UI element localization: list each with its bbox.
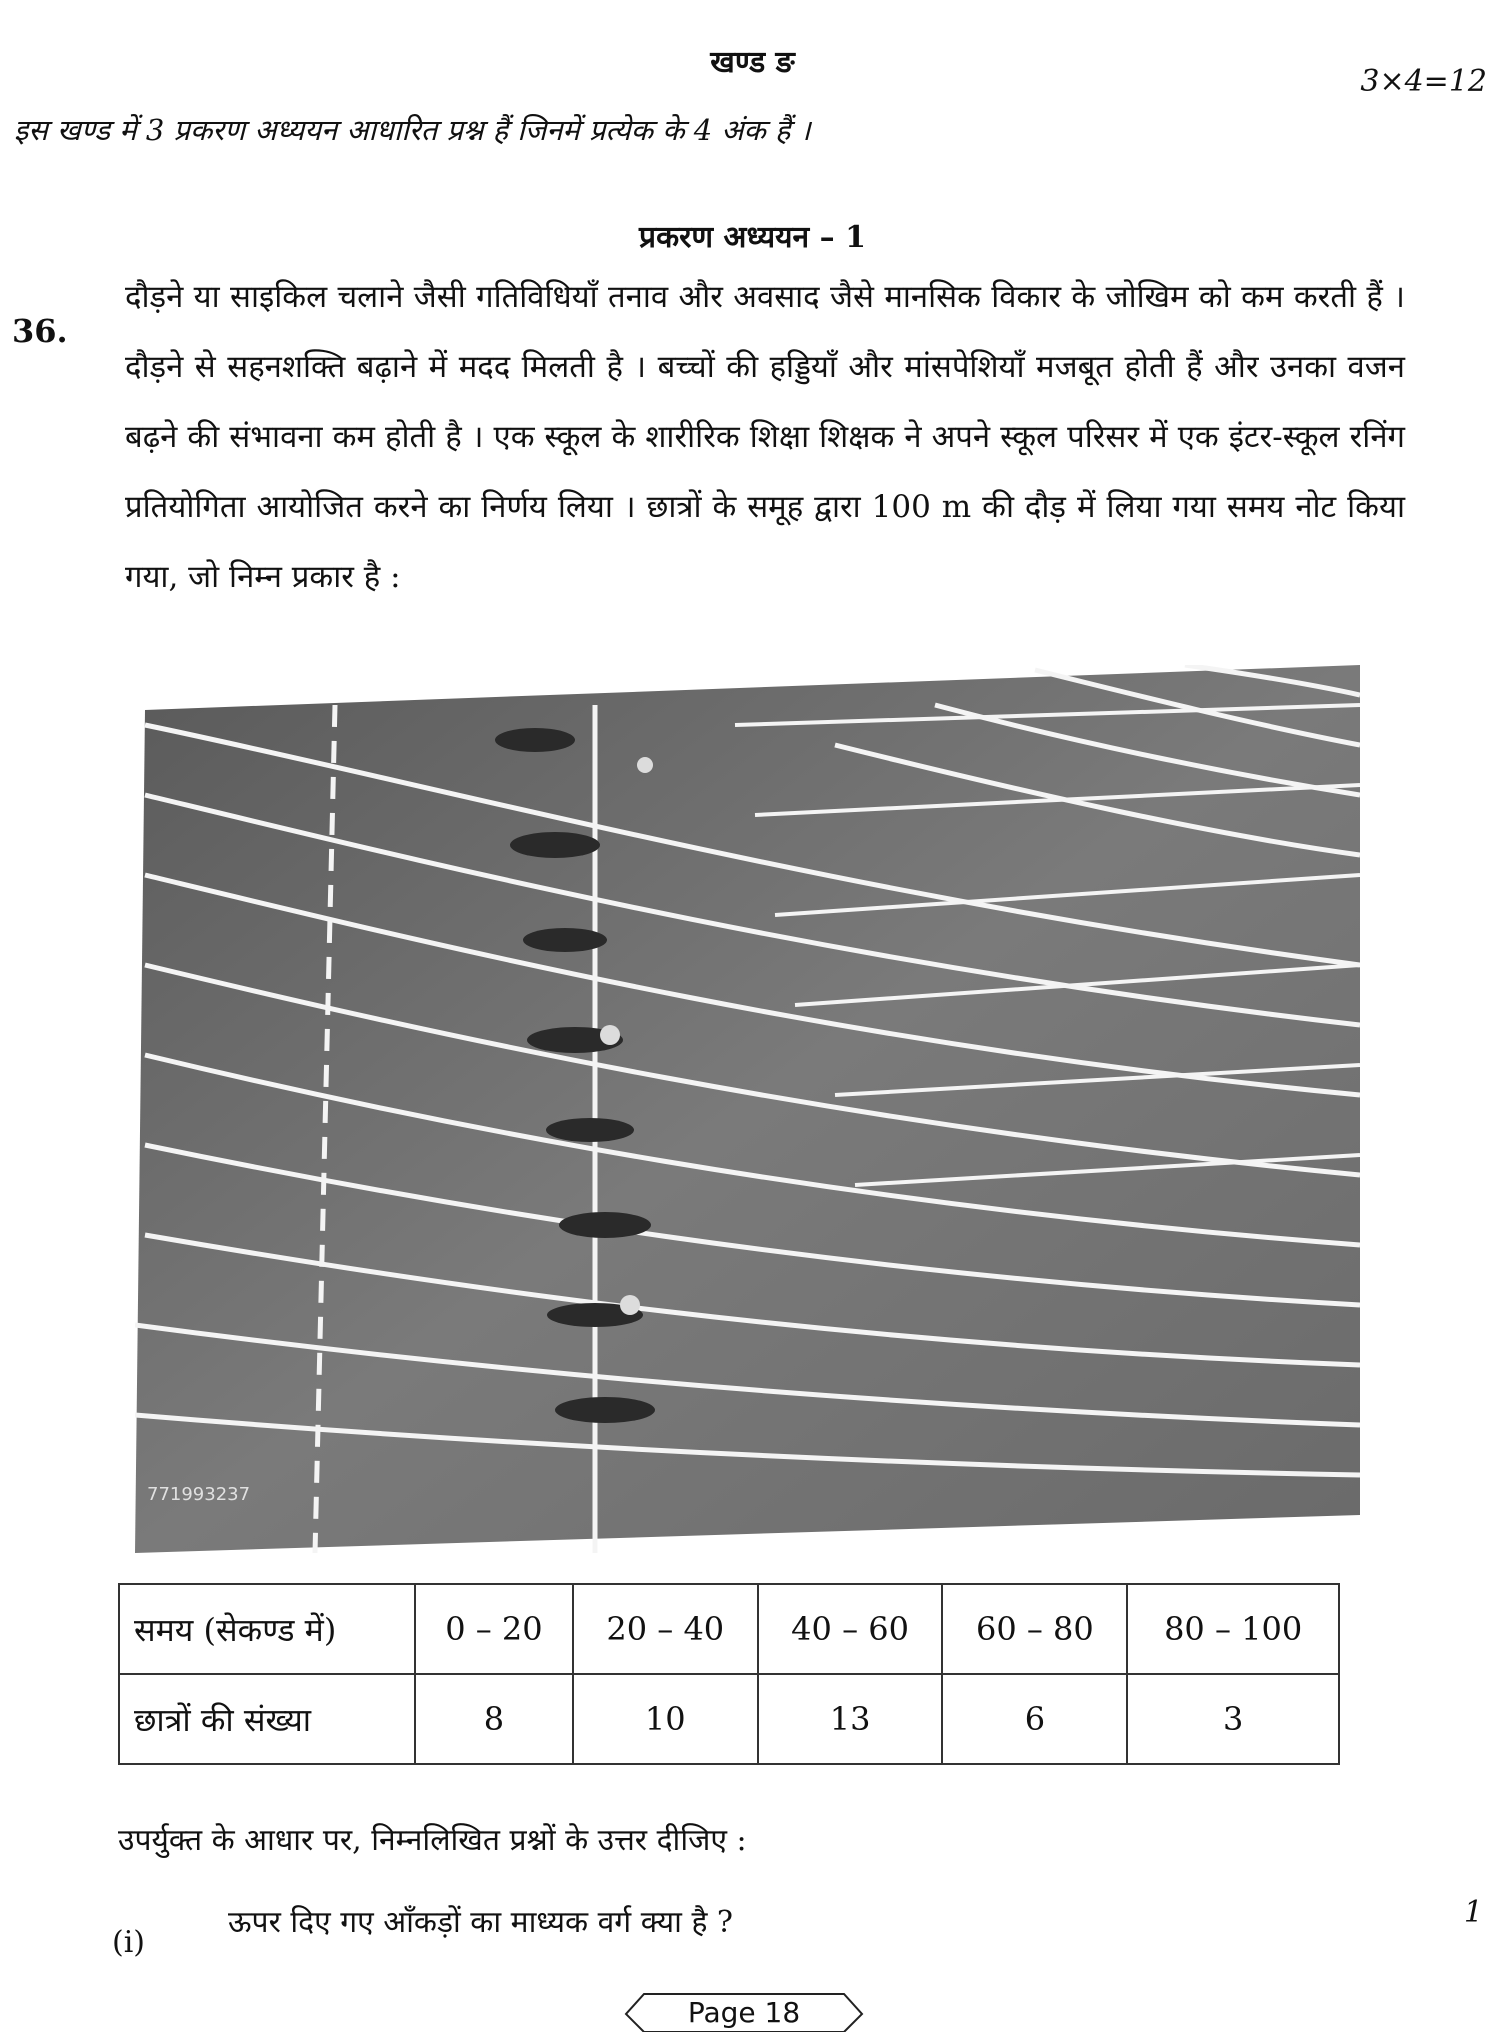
questions-prompt: उपर्युक्त के आधार पर, निम्नलिखित प्रश्नों के उत्तर दीजिए : [118,1823,747,1858]
page-number-badge [624,1992,864,2032]
question-number: 36. [12,312,68,350]
case-study-title: प्रकरण अध्ययन – 1 [639,220,866,255]
table-cell: 40 – 60 [758,1584,943,1674]
case-study-paragraph: दौड़ने या साइकिल चलाने जैसी गतिविधियाँ तनाव और अवसाद जैसे मानसिक विकार के जोखिम को कम करती हैं । दौड़ने से सहनशक्ति बढ़ाने में मदद मिलती है । बच्चों की हड्डियाँ और मांसपेशियाँ मजबूत होती हैं और उनका वजन बढ़ने की संभावना कम होती है । एक स्कूल के शारीरिक शिक्षा शिक्षक ने अपने स्कूल परिसर में एक इंटर-स्कूल रनिंग प्रतियोगिता आयोजित करने का निर्णय लिया । छात्रों के समूह द्वारा 100 m की दौड़ में लिया गया समय नोट किया गया, जो निम्न प्रकार है : [125,279,1405,595]
subquestion-marks: 1 [1463,1895,1483,1930]
table-cell: 6 [942,1674,1127,1764]
subquestion-text: ऊपर दिए गए आँकड़ों का माध्यक वर्ग क्या है ? [228,1905,734,1940]
time-frequency-table [118,1583,1340,1765]
section-title: खण्ड ङ [710,45,795,80]
table-row-header: समय (सेकण्ड में) [119,1584,415,1674]
table-cell: 13 [758,1674,943,1764]
table-cell: 20 – 40 [573,1584,758,1674]
table-row [119,1674,1339,1764]
table-cell: 80 – 100 [1127,1584,1339,1674]
section-marks: 3×4=12 [1360,64,1487,99]
section-instruction: इस खण्ड में 3 प्रकरण अध्ययन आधारित प्रश्न हैं जिनमें प्रत्येक के 4 अंक हैं । [14,113,811,147]
table-row-header: छात्रों की संख्या [119,1674,415,1764]
table-cell: 3 [1127,1674,1339,1764]
photo-watermark: 771993237 [147,1484,251,1505]
table-cell: 0 – 20 [415,1584,573,1674]
table-row [119,1584,1339,1674]
table-cell: 10 [573,1674,758,1764]
page-number-label: Page 18 [687,1996,801,2029]
subquestion-number: (i) [112,1925,146,1960]
table-cell: 60 – 80 [942,1584,1127,1674]
running-track-photo [135,665,1360,1553]
table-cell: 8 [415,1674,573,1764]
